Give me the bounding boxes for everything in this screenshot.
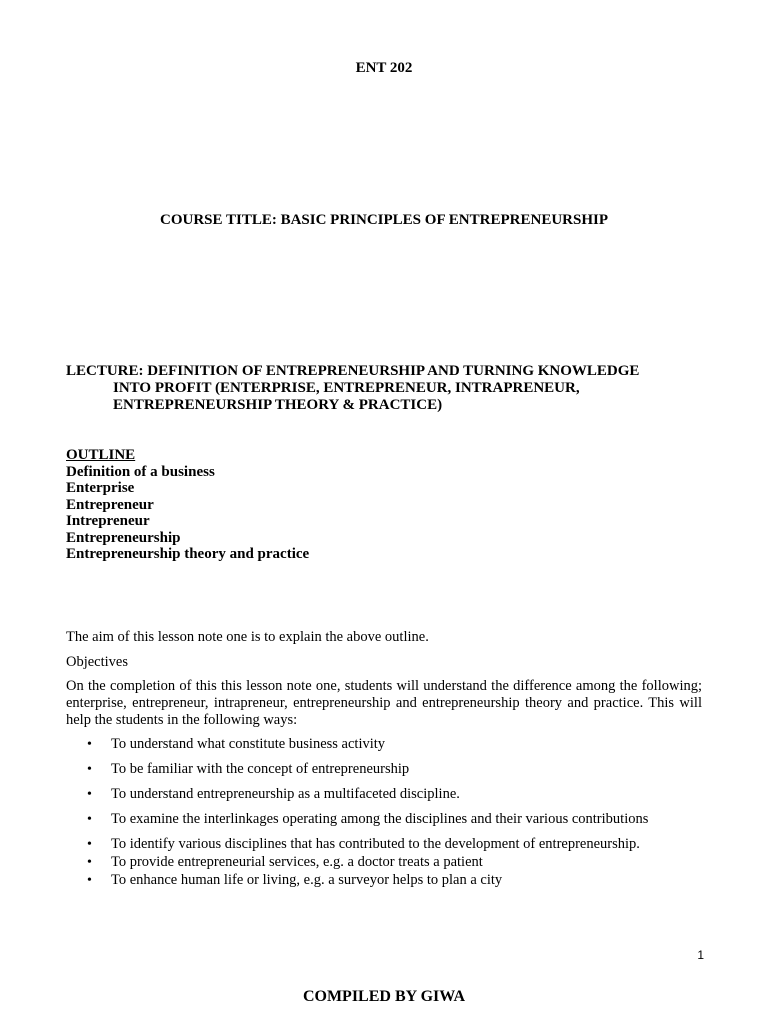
- bullet-icon: •: [87, 762, 92, 777]
- list-item: [66, 836, 706, 853]
- lecture-heading-line: LECTURE: DEFINITION OF ENTREPRENEURSHIP AND TURNING KNOWLEDGE: [66, 363, 640, 379]
- list-item: [66, 761, 706, 778]
- list-item: [66, 872, 706, 889]
- page-number: 1: [697, 948, 704, 962]
- list-item-text: To provide entrepreneurial services, e.g. a doctor treats a patient: [111, 854, 483, 870]
- lecture-heading: [66, 363, 706, 414]
- list-item-text: To be familiar with the concept of entrepreneurship: [111, 761, 410, 777]
- outline-heading: OUTLINE: [66, 447, 136, 463]
- outline-item: Entrepreneur: [66, 496, 154, 513]
- aim-text: The aim of this lesson note one is to explain the above outline.: [66, 629, 429, 645]
- lecture-heading-line: ENTREPRENEURSHIP THEORY & PRACTICE): [113, 397, 443, 413]
- bullet-icon: •: [87, 787, 92, 802]
- list-item-text: To examine the interlinkages operating among the disciplines and their various contributions: [111, 811, 649, 827]
- list-item: [66, 786, 706, 803]
- list-item-text: To identify various disciplines that has contributed to the development of entrepreneurship.: [111, 836, 640, 852]
- list-item: [66, 854, 706, 871]
- list-item: [66, 811, 706, 828]
- bullet-icon: •: [87, 855, 92, 870]
- lecture-heading-line: INTO PROFIT (ENTERPRISE, ENTREPRENEUR, INTRAPRENEUR,: [113, 380, 580, 396]
- outline-section: [66, 447, 466, 563]
- list-item-text: To enhance human life or living, e.g. a surveyor helps to plan a city: [111, 872, 503, 888]
- list-item-text: To understand entrepreneurship as a multifaceted discipline.: [111, 786, 460, 802]
- course-code: ENT 202: [355, 60, 413, 76]
- objectives-list: [66, 736, 706, 889]
- bullet-icon: •: [87, 737, 92, 752]
- outline-item: Entrepreneurship: [66, 529, 181, 546]
- outline-item: Intrepreneur: [66, 513, 150, 529]
- list-item-text: To understand what constitute business activity: [111, 736, 386, 752]
- outline-item: Definition of a business: [66, 463, 215, 480]
- outline-item: Entrepreneurship theory and practice: [66, 546, 310, 562]
- course-title: COURSE TITLE: BASIC PRINCIPLES OF ENTREPRENEURSHIP: [159, 212, 608, 228]
- outline-item: Enterprise: [66, 480, 135, 496]
- objectives-label: Objectives: [66, 654, 129, 670]
- footer-compiled-by: COMPILED BY GIWA: [302, 988, 466, 1005]
- list-item: [66, 736, 706, 753]
- bullet-icon: •: [87, 837, 92, 852]
- bullet-icon: •: [87, 812, 92, 827]
- objectives-paragraph: On the completion of this this lesson note one, students will understand the difference among the following; enterprise, entrepreneur, intrapreneur, entrepreneurship and entrepreneurship theory and practice. This will help the students in the following ways:: [66, 678, 702, 728]
- bullet-icon: •: [87, 873, 92, 888]
